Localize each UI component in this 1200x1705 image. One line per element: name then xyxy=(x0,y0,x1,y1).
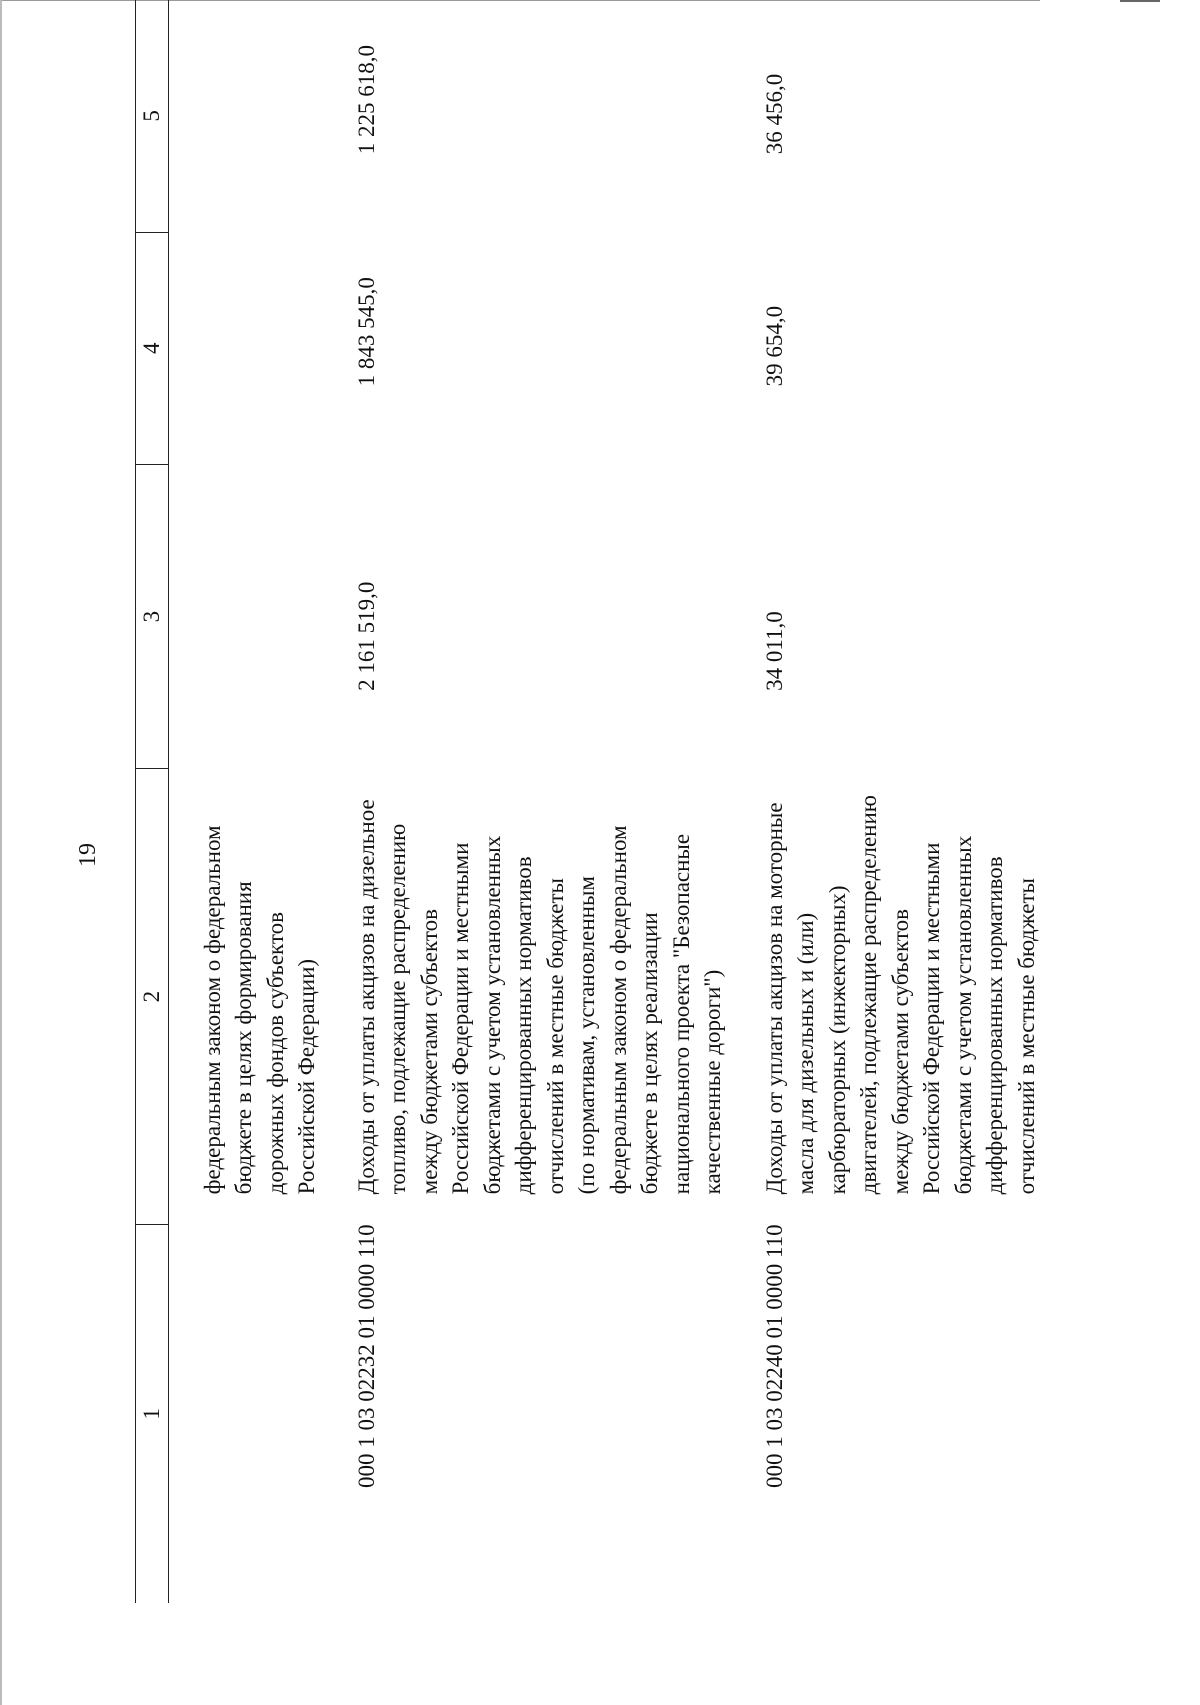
name-line: федеральным законом о федеральном xyxy=(199,825,225,1195)
table-body xyxy=(168,0,1042,1603)
page-number: 19 xyxy=(75,843,101,867)
name-line: федеральным законом о федеральном xyxy=(605,825,631,1195)
name-line: бюджете в целях реализации xyxy=(637,912,662,1195)
name-line: отчислений в местные бюджеты xyxy=(1013,878,1039,1195)
name-line: (по нормативам, установленным xyxy=(574,876,599,1195)
row-value-col5: 1 225 618,0 xyxy=(353,44,379,155)
row-code xyxy=(168,1224,351,1603)
column-header-2: 2 xyxy=(136,769,169,1224)
name-line: Доходы от уплаты акцизов на дизельное xyxy=(353,799,379,1195)
name-line: дифференцированных нормативов xyxy=(982,856,1007,1195)
name-line: двигателей, подлежащие распределению xyxy=(856,795,881,1195)
row-value-col3: 34 011,0 xyxy=(761,611,787,691)
name-line: Российской Федерации и местными xyxy=(919,842,944,1195)
row-code: 000 1 03 02240 01 0000 110 xyxy=(761,1224,787,1488)
name-line: между бюджетами субъектов xyxy=(416,909,442,1195)
name-line: дорожных фондов субъектов xyxy=(262,911,288,1195)
table-header xyxy=(136,0,169,1603)
row-code: 000 1 03 02232 01 0000 110 xyxy=(353,1224,379,1488)
column-header-3: 3 xyxy=(136,464,169,769)
row-name xyxy=(351,769,759,1224)
name-line: бюджете в целях формирования xyxy=(231,881,256,1195)
column-header-4: 4 xyxy=(136,232,169,464)
table-row xyxy=(351,0,759,1603)
name-line: отчислений в местные бюджеты xyxy=(542,878,568,1195)
name-line: топливо, подлежащие распределению xyxy=(385,823,410,1195)
row-name xyxy=(759,769,1043,1224)
name-line: бюджетами с учетом установленных xyxy=(950,835,976,1195)
name-line: национального проекта "Безопасные xyxy=(668,833,694,1195)
name-line: между бюджетами субъектов xyxy=(887,909,913,1195)
name-line: Российской Федерации и местными xyxy=(448,842,473,1195)
name-line: Российской Федерации) xyxy=(294,958,319,1195)
name-line: бюджетами с учетом установленных xyxy=(479,835,505,1195)
header-row xyxy=(136,0,169,1603)
column-header-1: 1 xyxy=(136,1224,169,1603)
name-line: масла для дизельных и (или) xyxy=(793,912,818,1195)
row-value-col4: 39 654,0 xyxy=(761,305,787,387)
table-row xyxy=(759,0,1043,1603)
name-line: Доходы от уплаты акцизов на моторные xyxy=(761,802,787,1195)
row-value-col3 xyxy=(168,464,351,769)
table-row xyxy=(168,0,351,1603)
name-line: карбюраторных (инжекторных) xyxy=(824,885,850,1195)
row-value-col5: 36 456,0 xyxy=(761,73,787,155)
row-value-col3: 2 161 519,0 xyxy=(353,581,379,691)
name-line: качественные дороги") xyxy=(700,969,725,1195)
column-header-5: 5 xyxy=(136,0,169,232)
row-value-col4 xyxy=(168,232,351,464)
budget-table xyxy=(135,0,1042,1603)
name-line: дифференцированных нормативов xyxy=(511,856,536,1195)
row-value-col5 xyxy=(168,0,351,232)
row-value-col4: 1 843 545,0 xyxy=(353,277,379,387)
row-name xyxy=(168,769,351,1224)
